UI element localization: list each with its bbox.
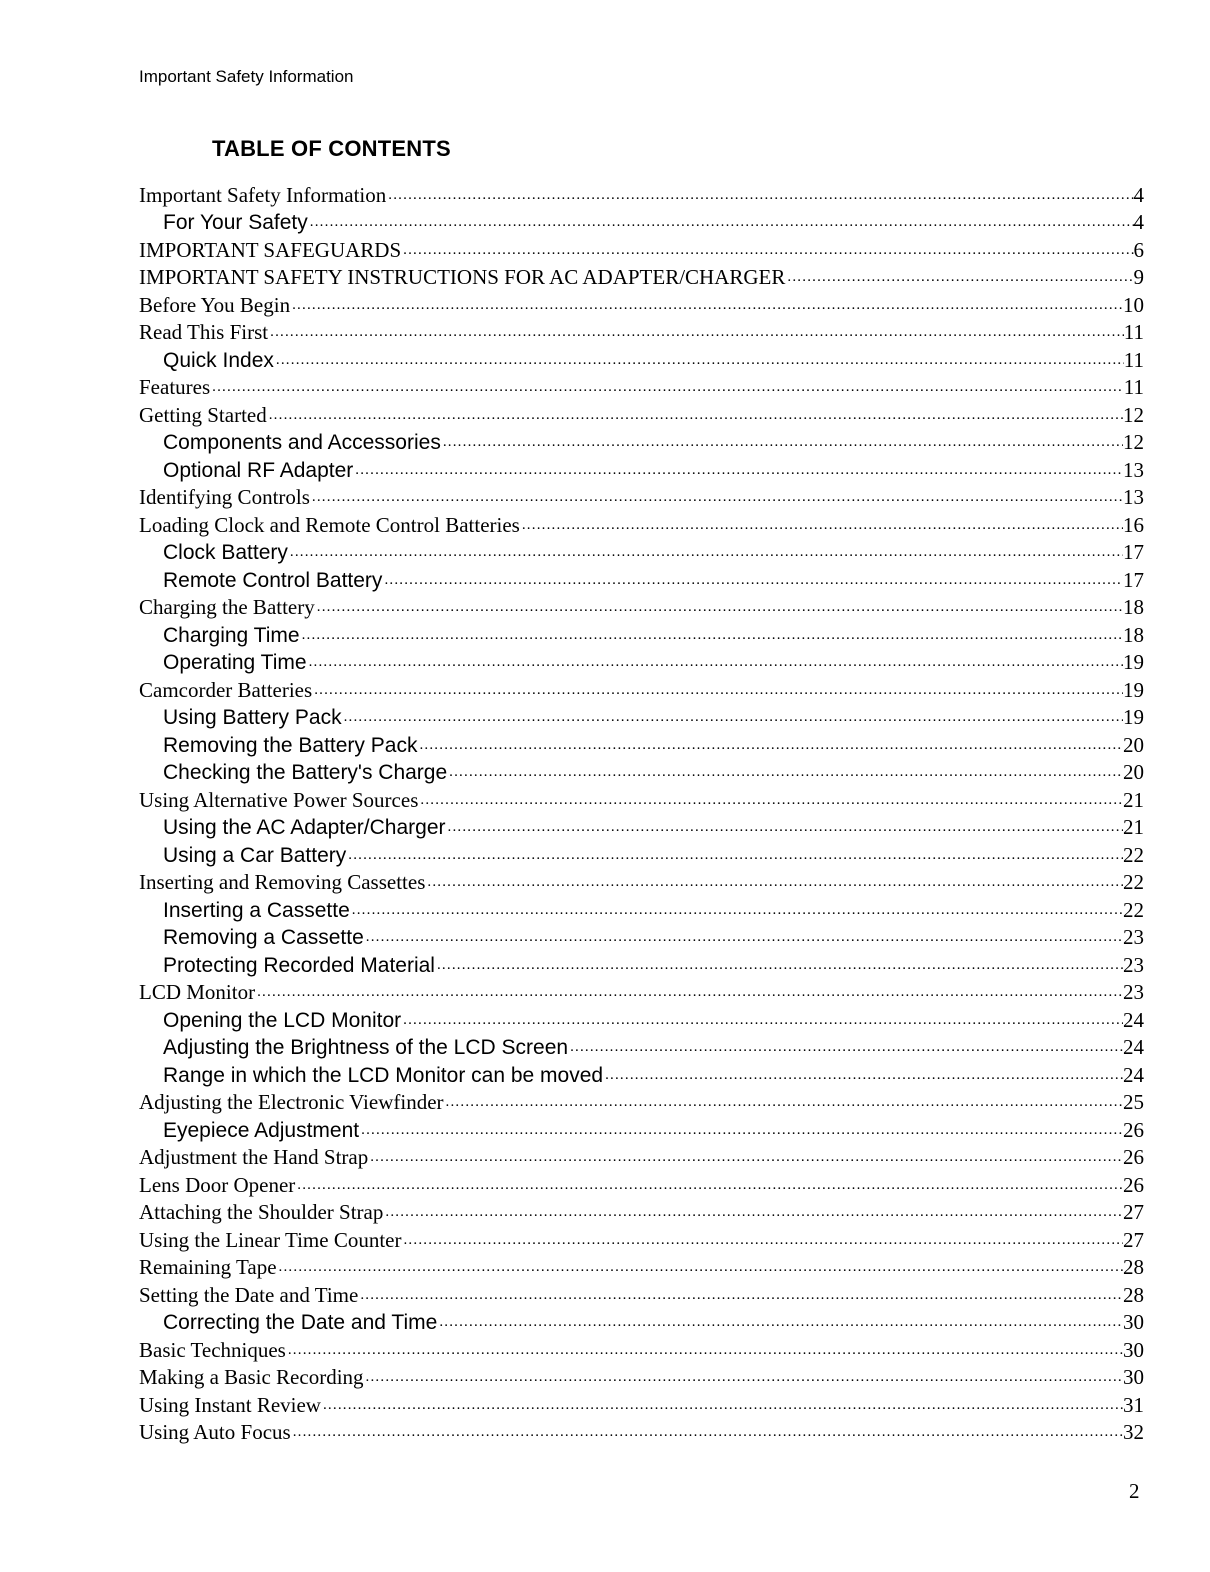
toc-entry-label: Checking the Battery's Charge bbox=[163, 761, 448, 784]
toc-entry-page: 26 bbox=[1123, 1172, 1144, 1197]
page-number: 2 bbox=[1129, 1479, 1140, 1503]
dot-leader bbox=[364, 928, 1123, 947]
toc-entry[interactable] bbox=[139, 895, 1144, 923]
toc-entry[interactable] bbox=[139, 868, 1144, 896]
dot-leader bbox=[290, 296, 1123, 315]
dot-leader bbox=[417, 736, 1123, 755]
toc-entry-page: 6 bbox=[1133, 237, 1144, 262]
dot-leader bbox=[418, 791, 1123, 810]
toc-entry-label: Features bbox=[139, 375, 211, 399]
dot-leader bbox=[307, 653, 1123, 672]
toc-entry[interactable] bbox=[139, 1225, 1144, 1253]
toc-entry-page: 17 bbox=[1123, 540, 1144, 564]
toc-entry-page: 19 bbox=[1123, 677, 1144, 702]
toc-entry[interactable] bbox=[139, 730, 1144, 758]
toc-entry-page: 23 bbox=[1123, 952, 1144, 977]
dot-leader bbox=[288, 543, 1123, 562]
toc-entry-label: Removing the Battery Pack bbox=[163, 733, 418, 757]
toc-entry[interactable] bbox=[139, 1418, 1144, 1446]
toc-entry-label: Clock Battery bbox=[163, 541, 288, 564]
toc-entry[interactable] bbox=[139, 923, 1144, 951]
toc-entry[interactable] bbox=[139, 1060, 1144, 1088]
toc-entry[interactable] bbox=[139, 318, 1144, 346]
toc-entry[interactable] bbox=[139, 345, 1144, 373]
toc-entry-label: Charging the Battery bbox=[139, 595, 315, 619]
toc-entry-label: Adjusting the Electronic Viewfinder bbox=[139, 1090, 444, 1114]
toc-entry[interactable] bbox=[139, 675, 1144, 703]
toc-entry-page: 24 bbox=[1123, 1062, 1144, 1087]
toc-entry-label: Using Battery Pack bbox=[163, 706, 342, 729]
toc-entry-label: IMPORTANT SAFEGUARDS bbox=[139, 237, 402, 262]
toc-entry[interactable] bbox=[139, 1308, 1144, 1336]
toc-entry[interactable] bbox=[139, 428, 1144, 456]
toc-entry-page: 27 bbox=[1123, 1227, 1144, 1252]
dot-leader bbox=[386, 186, 1133, 205]
toc-entry[interactable] bbox=[139, 1170, 1144, 1198]
toc-entry-page: 9 bbox=[1133, 265, 1144, 289]
toc-entry-label: Range in which the LCD Monitor can be moved bbox=[163, 1063, 604, 1087]
toc-entry-label: Basic Techniques bbox=[139, 1337, 286, 1362]
toc-entry[interactable] bbox=[139, 1143, 1144, 1171]
toc-entry[interactable] bbox=[139, 1088, 1144, 1116]
toc-entry[interactable] bbox=[139, 400, 1144, 428]
toc-entry[interactable] bbox=[139, 235, 1144, 263]
toc-entry[interactable] bbox=[139, 648, 1144, 676]
toc-entry-label: LCD Monitor bbox=[139, 980, 256, 1004]
toc-entry-label: Lens Door Opener bbox=[139, 1172, 296, 1197]
toc-entry-page: 11 bbox=[1123, 375, 1144, 399]
toc-entry-page: 18 bbox=[1123, 622, 1144, 647]
toc-entry-page: 21 bbox=[1123, 815, 1144, 839]
toc-entry-page: 25 bbox=[1123, 1090, 1144, 1114]
toc-entry-page: 28 bbox=[1123, 1282, 1144, 1307]
dot-leader bbox=[435, 956, 1123, 975]
toc-entry[interactable] bbox=[139, 620, 1144, 648]
toc-entry[interactable] bbox=[139, 813, 1144, 841]
dot-leader bbox=[346, 846, 1123, 865]
toc-entry-label: Eyepiece Adjustment bbox=[163, 1118, 360, 1142]
toc-entry[interactable] bbox=[139, 1005, 1144, 1033]
toc-entry-label: Protecting Recorded Material bbox=[163, 953, 435, 977]
toc-entry-page: 31 bbox=[1123, 1392, 1144, 1417]
dot-leader bbox=[401, 1231, 1123, 1250]
toc-entry[interactable] bbox=[139, 455, 1144, 483]
dot-leader bbox=[383, 1203, 1123, 1222]
dot-leader bbox=[268, 323, 1124, 342]
dot-leader bbox=[286, 1341, 1123, 1360]
toc-entry-label: Using Alternative Power Sources bbox=[139, 787, 419, 812]
toc-entry[interactable] bbox=[139, 1253, 1144, 1281]
dot-leader bbox=[210, 378, 1124, 397]
toc-entry-page: 17 bbox=[1123, 567, 1144, 592]
dot-leader bbox=[308, 213, 1134, 232]
dot-leader bbox=[401, 241, 1133, 260]
toc-entry-label: Adjustment the Hand Strap bbox=[139, 1145, 369, 1169]
toc-entry-label: Setting the Date and Time bbox=[139, 1282, 359, 1307]
toc-entry[interactable] bbox=[139, 510, 1144, 538]
toc-entry-page: 24 bbox=[1123, 1035, 1144, 1059]
toc-title: TABLE OF CONTENTS bbox=[212, 136, 451, 161]
toc-entry-label: Quick Index bbox=[163, 348, 274, 372]
toc-entry[interactable] bbox=[139, 208, 1144, 236]
toc-entry[interactable] bbox=[139, 1198, 1144, 1226]
dot-leader bbox=[425, 873, 1123, 892]
toc-entry[interactable] bbox=[139, 483, 1144, 511]
toc-entry-page: 28 bbox=[1123, 1255, 1144, 1279]
toc-entry-label: Removing a Cassette bbox=[163, 926, 364, 949]
toc-entry-label: Loading Clock and Remote Control Batteries bbox=[139, 512, 520, 537]
toc-entry-label: Before You Begin bbox=[139, 292, 291, 317]
toc-entry-page: 11 bbox=[1123, 320, 1144, 344]
dot-leader bbox=[267, 406, 1123, 425]
toc-entry-page: 19 bbox=[1123, 705, 1144, 729]
toc-entry-page: 30 bbox=[1123, 1337, 1144, 1362]
toc-entry-page: 24 bbox=[1123, 1007, 1144, 1032]
toc-entry-page: 20 bbox=[1123, 760, 1144, 784]
toc-entry-page: 11 bbox=[1123, 347, 1144, 372]
dot-leader bbox=[321, 1396, 1123, 1415]
toc-entry-page: 4 bbox=[1133, 210, 1144, 234]
toc-entry-label: Using Instant Review bbox=[139, 1392, 321, 1417]
toc-entry[interactable] bbox=[139, 1280, 1144, 1308]
toc-entry[interactable] bbox=[139, 840, 1144, 868]
toc-entry-label: Using a Car Battery bbox=[163, 843, 347, 867]
dot-leader bbox=[520, 516, 1123, 535]
toc-entry-label: Getting Started bbox=[139, 402, 267, 427]
toc-entry-label: Inserting a Cassette bbox=[163, 898, 350, 922]
toc-entry-page: 23 bbox=[1123, 980, 1144, 1004]
dot-leader bbox=[342, 708, 1123, 727]
toc-entry[interactable] bbox=[139, 565, 1144, 593]
toc-entry-label: Making a Basic Recording bbox=[139, 1365, 364, 1389]
toc-entry[interactable] bbox=[139, 785, 1144, 813]
dot-leader bbox=[785, 268, 1133, 287]
toc-entry-label: Important Safety Information bbox=[139, 182, 387, 207]
toc-entry-label: Charging Time bbox=[163, 623, 300, 647]
toc-entry-label: IMPORTANT SAFETY INSTRUCTIONS FOR AC ADAPTER/CHARGER bbox=[139, 265, 786, 289]
toc-entry[interactable] bbox=[139, 758, 1144, 786]
toc-entry-label: Remote Control Battery bbox=[163, 568, 383, 592]
toc-entry[interactable] bbox=[139, 180, 1144, 208]
dot-leader bbox=[310, 488, 1123, 507]
toc-entry-label: Operating Time bbox=[163, 651, 307, 674]
dot-leader bbox=[300, 626, 1123, 645]
dot-leader bbox=[444, 1093, 1123, 1112]
dot-leader bbox=[382, 571, 1123, 590]
toc-entry-label: Using Auto Focus bbox=[139, 1420, 291, 1444]
toc-entry-label: Optional RF Adapter bbox=[163, 458, 354, 482]
toc-entry-page: 13 bbox=[1123, 457, 1144, 482]
dot-leader bbox=[364, 1368, 1123, 1387]
dot-leader bbox=[446, 818, 1124, 837]
toc-entry[interactable] bbox=[139, 1363, 1144, 1391]
toc-entry-label: Attaching the Shoulder Strap bbox=[139, 1200, 384, 1224]
toc-entry[interactable] bbox=[139, 1390, 1144, 1418]
running-header: Important Safety Information bbox=[139, 67, 354, 86]
toc-entry-page: 16 bbox=[1123, 512, 1144, 537]
toc-entry-label: Using the Linear Time Counter bbox=[139, 1227, 402, 1252]
dot-leader bbox=[358, 1286, 1123, 1305]
toc-list bbox=[139, 180, 1144, 1445]
toc-entry[interactable] bbox=[139, 950, 1144, 978]
toc-entry-label: For Your Safety bbox=[163, 211, 308, 234]
toc-entry-page: 22 bbox=[1123, 842, 1144, 867]
toc-entry-label: Camcorder Batteries bbox=[139, 677, 313, 702]
dot-leader bbox=[291, 1423, 1123, 1442]
toc-entry[interactable] bbox=[139, 703, 1144, 731]
toc-entry-label: Using the AC Adapter/Charger bbox=[163, 816, 446, 839]
toc-entry-page: 32 bbox=[1123, 1420, 1144, 1444]
toc-entry-label: Opening the LCD Monitor bbox=[163, 1008, 402, 1032]
toc-entry-page: 26 bbox=[1123, 1117, 1144, 1142]
toc-entry-label: Read This First bbox=[139, 320, 269, 344]
dot-leader bbox=[255, 983, 1123, 1002]
dot-leader bbox=[441, 433, 1123, 452]
toc-entry-page: 30 bbox=[1123, 1310, 1144, 1334]
toc-entry[interactable] bbox=[139, 290, 1144, 318]
toc-entry-page: 20 bbox=[1123, 732, 1144, 757]
toc-entry-label: Remaining Tape bbox=[139, 1255, 277, 1279]
dot-leader bbox=[401, 1011, 1123, 1030]
toc-entry-page: 23 bbox=[1123, 925, 1144, 949]
toc-entry-page: 4 bbox=[1133, 182, 1144, 207]
dot-leader bbox=[295, 1176, 1123, 1195]
toc-entry-page: 12 bbox=[1123, 430, 1144, 454]
dot-leader bbox=[315, 598, 1123, 617]
toc-entry[interactable] bbox=[139, 1115, 1144, 1143]
toc-entry-label: Correcting the Date and Time bbox=[163, 1311, 438, 1334]
dot-leader bbox=[437, 1313, 1123, 1332]
toc-entry[interactable] bbox=[139, 373, 1144, 401]
dot-leader bbox=[568, 1038, 1123, 1057]
toc-entry-page: 26 bbox=[1123, 1145, 1144, 1169]
toc-entry-label: Identifying Controls bbox=[139, 485, 310, 509]
toc-entry-page: 22 bbox=[1123, 870, 1144, 894]
dot-leader bbox=[368, 1148, 1123, 1167]
toc-entry-page: 30 bbox=[1123, 1365, 1144, 1389]
dot-leader bbox=[350, 901, 1123, 920]
toc-entry-label: Adjusting the Brightness of the LCD Screen bbox=[163, 1036, 569, 1059]
toc-entry-page: 12 bbox=[1123, 402, 1144, 427]
dot-leader bbox=[274, 351, 1124, 370]
toc-entry-page: 18 bbox=[1123, 595, 1144, 619]
toc-entry[interactable] bbox=[139, 1033, 1144, 1061]
toc-entry-label: Inserting and Removing Cassettes bbox=[139, 870, 426, 894]
toc-entry-page: 27 bbox=[1123, 1200, 1144, 1224]
dot-leader bbox=[353, 461, 1123, 480]
toc-entry[interactable] bbox=[139, 263, 1144, 291]
dot-leader bbox=[312, 681, 1123, 700]
dot-leader bbox=[447, 763, 1123, 782]
toc-entry-page: 10 bbox=[1123, 292, 1144, 317]
toc-entry-page: 19 bbox=[1123, 650, 1144, 674]
toc-entry-page: 22 bbox=[1123, 897, 1144, 922]
toc-entry[interactable] bbox=[139, 1335, 1144, 1363]
toc-entry[interactable] bbox=[139, 538, 1144, 566]
toc-entry[interactable] bbox=[139, 978, 1144, 1006]
dot-leader bbox=[359, 1121, 1123, 1140]
dot-leader bbox=[277, 1258, 1123, 1277]
toc-entry-page: 21 bbox=[1123, 787, 1144, 812]
toc-entry[interactable] bbox=[139, 593, 1144, 621]
toc-entry-page: 13 bbox=[1123, 485, 1144, 509]
dot-leader bbox=[603, 1066, 1123, 1085]
toc-entry-label: Components and Accessories bbox=[163, 431, 441, 454]
